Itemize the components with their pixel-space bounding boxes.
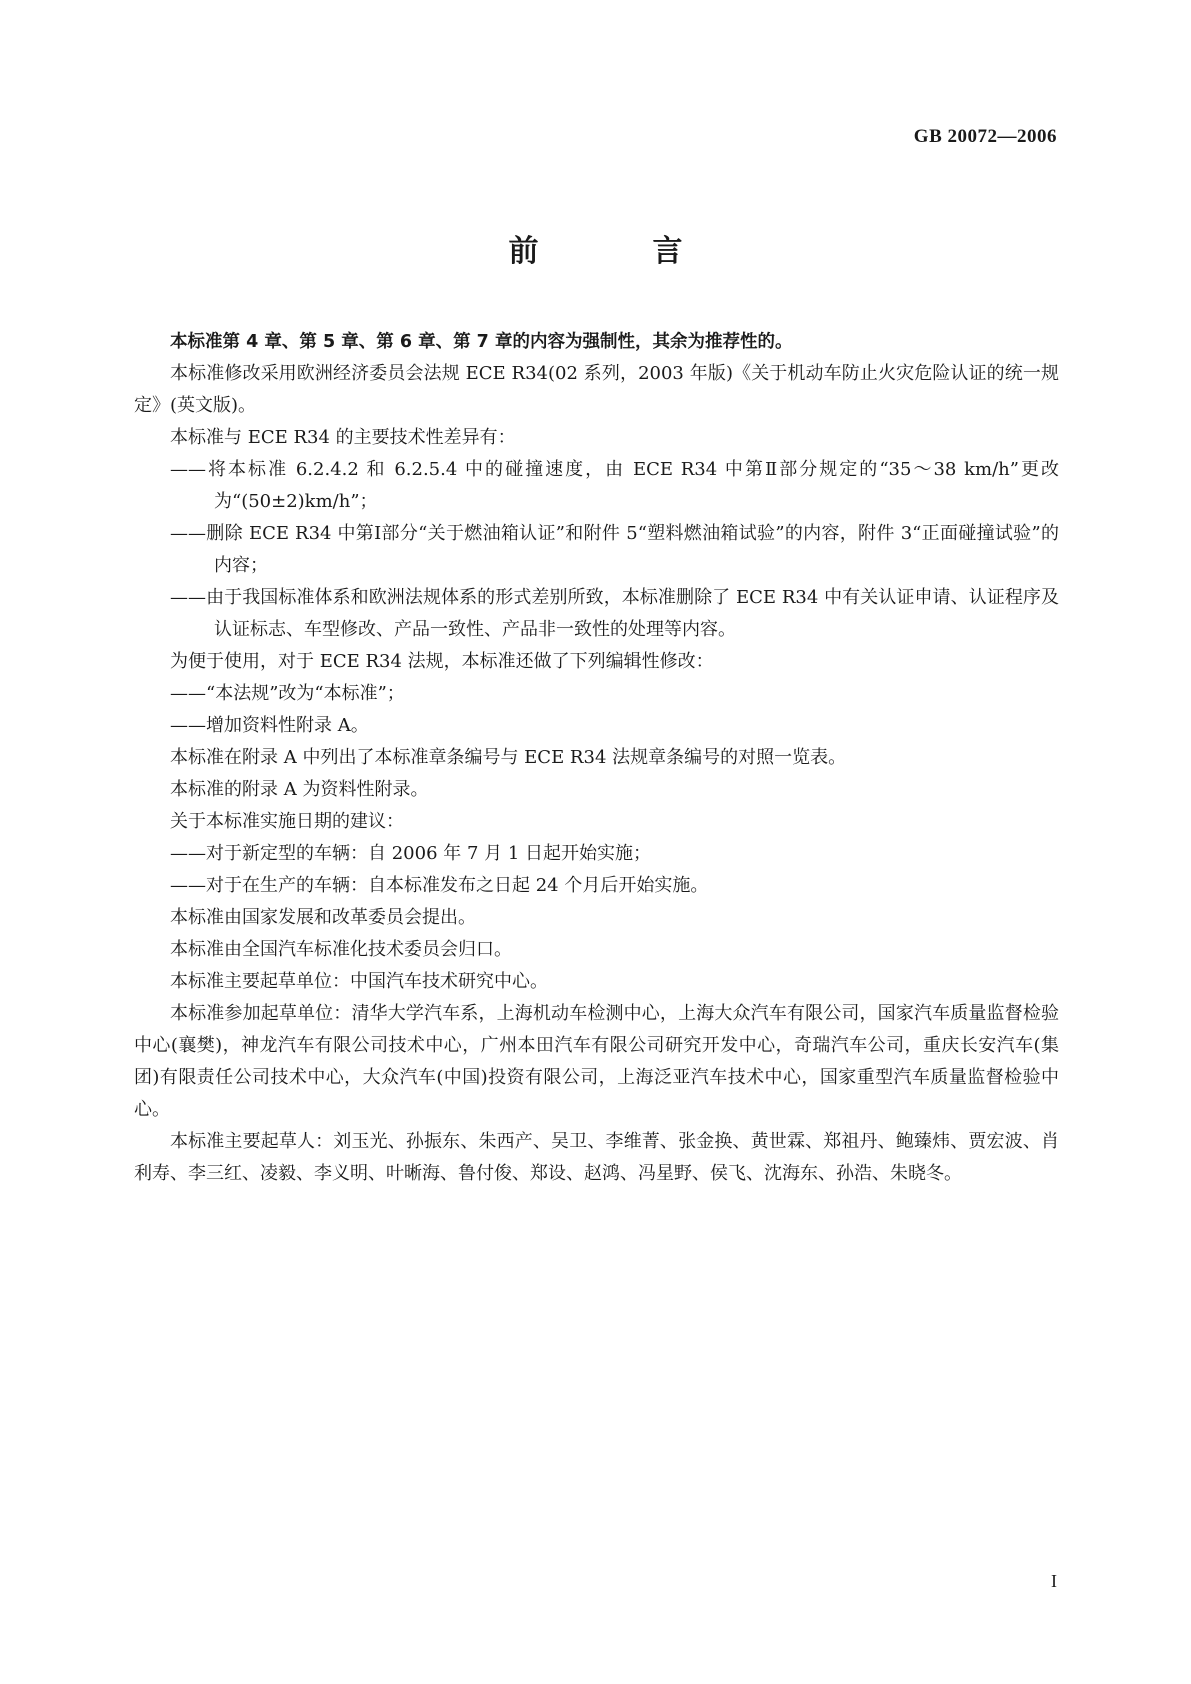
centralized-paragraph: 本标准由全国汽车标准化技术委员会归口。	[170, 939, 512, 960]
participating-units-paragraph: 本标准参加起草单位：清华大学汽车系，上海机动车检测中心，上海大众汽车有限公司，国家汽车质量监督检验中心(襄樊)，神龙汽车有限公司技术中心，广州本田汽车有限公司研究开发中心，奇瑞汽车公司，重庆长安汽车(集团)有限责任公司技术中心，大众汽车(中国)投资有限公司，上海泛亚汽车技术中心，国家重型汽车质量监督检验中心。	[134, 1003, 1059, 1120]
difference-item: ——删除 ECE R34 中第Ⅰ部分“关于燃油箱认证”和附件 5“塑料燃油箱试验”的内容，附件 3“正面碰撞试验”的内容；	[170, 523, 1059, 576]
annex-table-paragraph: 本标准在附录 A 中列出了本标准章条编号与 ECE R34 法规章条编号的对照一览表。	[170, 747, 847, 768]
standard-number: GB 20072—2006	[913, 126, 1057, 147]
difference-item: ——由于我国标准体系和欧洲法规体系的形式差别所致，本标准删除了 ECE R34 中有关认证申请、认证程序及认证标志、车型修改、产品一致性、产品非一致性的处理等内容。	[170, 587, 1059, 640]
drafters-paragraph: 本标准主要起草人：刘玉光、孙振东、朱西产、吴卫、李维菁、张金换、黄世霖、郑祖丹、鲍臻炜、贾宏波、肖利寿、李三红、凌毅、李义明、叶晰海、鲁付俊、郑设、赵鸿、冯星野、侯飞、沈海东、孙浩、朱晓冬。	[134, 1131, 1059, 1184]
differences-intro-paragraph: 本标准与 ECE R34 的主要技术性差异有：	[170, 427, 516, 448]
foreword-body	[134, 326, 1059, 1190]
main-drafting-unit-paragraph: 本标准主要起草单位：中国汽车技术研究中心。	[170, 971, 548, 992]
editorial-item: ——“本法规”改为“本标准”；	[170, 683, 405, 704]
proposer-paragraph: 本标准由国家发展和改革委员会提出。	[170, 907, 476, 928]
implementation-item: ——对于在生产的车辆：自本标准发布之日起 24 个月后开始实施。	[170, 875, 709, 896]
mandatory-clause-paragraph: 本标准第 4 章、第 5 章、第 6 章、第 7 章的内容为强制性，其余为推荐性的。	[170, 332, 793, 352]
annex-note-paragraph: 本标准的附录 A 为资料性附录。	[170, 779, 429, 800]
editorial-item: ——增加资料性附录 A。	[170, 715, 369, 736]
difference-item: ——将本标准 6.2.4.2 和 6.2.5.4 中的碰撞速度，由 ECE R34 中第Ⅱ部分规定的“35～38 km/h”更改为“(50±2)km/h”；	[170, 459, 1059, 512]
page-title: 前 言	[508, 234, 725, 269]
implementation-item: ——对于新定型的车辆：自 2006 年 7 月 1 日起开始实施；	[170, 843, 652, 864]
page-number: I	[1051, 1571, 1057, 1591]
editorial-intro-paragraph: 为便于使用，对于 ECE R34 法规，本标准还做了下列编辑性修改：	[170, 651, 714, 672]
implementation-intro-paragraph: 关于本标准实施日期的建议：	[170, 811, 404, 832]
adoption-paragraph: 本标准修改采用欧洲经济委员会法规 ECE R34(02 系列，2003 年版)《关于机动车防止火灾危险认证的统一规定》(英文版)。	[134, 363, 1059, 416]
